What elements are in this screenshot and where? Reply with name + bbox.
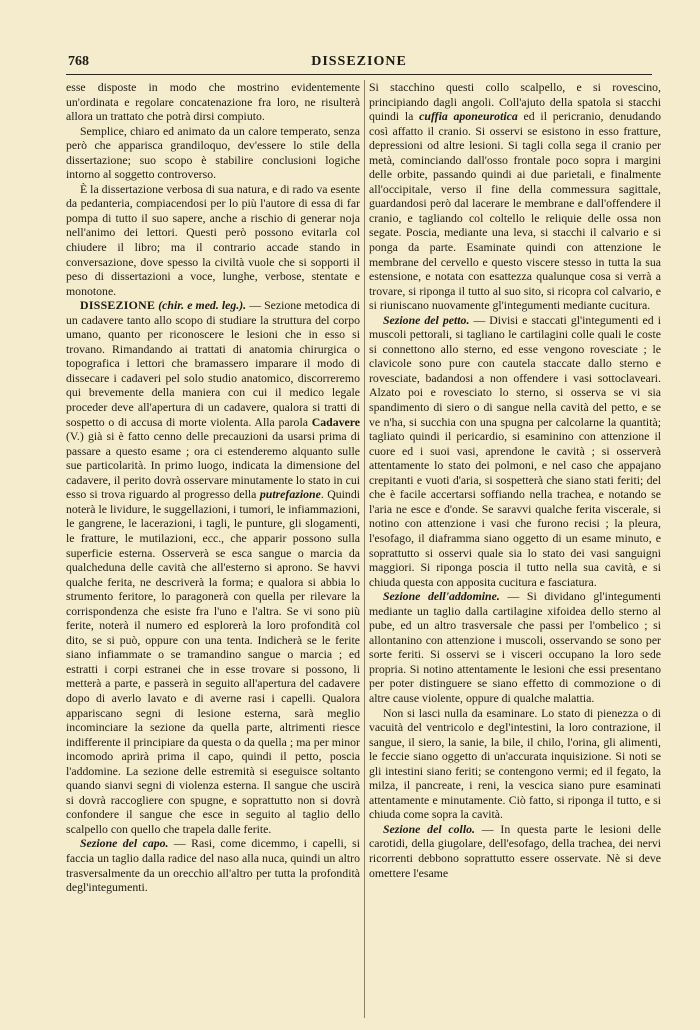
section-text: — Divisi e staccati gl'integumenti ed i muscoli pettorali, si tagliano le cartilagini colle quali le coste si connettono allo sterno, ed esse vengono rovesciate ; le clavicole sono pure con cautela staccate dallo sterno e rovesciate, badandosi a non offendere i vasi sottoclaveari. Alzato poi e rovesciato lo sterno, si osserva se vi sia spandimento di siero o di sangue nella cavità del petto, e se ve n'ha, si succhia con una spugna per calcolarne la quantità; tagliato quindi il pericardio, si esaminino con attenzione il cuore ed i suoi vasi, aprendone le cavità ; si osserverà attentamente lo stato dei polmoni, e nel caso che appajano crepitanti e vuoti d'aria, si sospetterà che siano stati feriti; del che è facile accertarsi soffiando nella trachea, e notando se l'aria ne esce e d'onde. Se saravvi qualche ferita viscerale, si notino con attenzione i vasi che furono recisi ; la pleura, l'esofago, il diaframma siano oggetto di un esame minuto, e soprattutto si osservi quale sia lo stato dei vasi sanguigni maggiori. Si riponga poscia il tutto nella sua cavità, e si chiuda questa con apposita cucitura e fasciatura. <box>369 312 661 589</box>
paragraph: Semplice, chiaro ed animato da un calore temperato, senza però che apparisca grandiloquo, dev'essere lo stile della dissertazione; suo scopo è stabilire conclusioni logiche intorno al soggetto controverso. <box>66 123 360 182</box>
paragraph-text: Si stacchino questi collo scalpello, e si rovescino, principiando dagli angoli. Coll'ajuto della spatola si stacchi quindi la <box>369 80 661 124</box>
entry-dissezione <box>66 298 360 836</box>
left-column <box>66 80 360 1018</box>
page-header <box>66 52 652 75</box>
entry-text: (V.) già si è fatto cenno delle precauzioni da usarsi prima di passare a questo esame ; ora ci estenderemo alquanto sulle sue particolarità. In primo luogo, indicata la dimensione del cadavere, il perito dovrà osservare minutamente lo stato in cui esso si trova riguardo al progresso della <box>66 429 360 502</box>
paragraph: È la dissertazione verbosa di sua natura, e di rado va esente da pedanteria, compiacendosi per lo più l'autore di essa di far pompa di tutto il suo sapere, anche a rischio di generar noja nell'animo dei lettori. Questi però possono evitarla col chiudere il libro; ma il contrario accade stando in conversazione, dove spesso la civiltà vuole che si sopporti il peso di dissertazioni a voce, lunghe, verbose, stentate e monotone. <box>66 181 360 298</box>
section-heading: Sezione del petto. <box>383 312 470 327</box>
paragraph-text: ed il pericranio, denudando così affatto il cranio. Si osservi se esistono in esso fratture, depressioni od altre lesioni. Si tagli colla sega il cranio per metà, cominciando dall'osso frontale poco sopra i margini delle orbite, passando quindi ai due parietali, e finalmente all'occipitale, verso il fine della commessura sagittale, guardandosi però dal lacerare le membrane e dall'offendere il cranio, e tagliando col coltello le reliquie delle ossa non segate. Poscia, mediante una leva, si stacchi il calvario e si ponga da parte. Esaminate quindi con attenzione le membrane del cervello e questo viscere stesso in tutta la sua estensione, e notata con esattezza qualunque cosa si verrà a trovare, si riponga il tutto al suo sito, si ricopra col calvario, e si riuniscano nuovamente gl'integumenti mediante cucitura. <box>369 109 661 313</box>
section-text: — Rasi, come dicemmo, i capelli, si faccia un taglio dalla radice del naso alla nuca, quindi un altro trasversalmente da un orecchio all'altro per tutta la profondità degl'integumenti. <box>66 836 360 895</box>
column-divider <box>364 80 365 1018</box>
section-text: — Si dividano gl'integumenti mediante un taglio dalla cartilagine xifoidea dello sterno al pube, ed un altro trasversale che passi per l'ombelico ; si allontanino con attenzione i muscoli, osservando se sono per sorte feriti. Si osservi se i visceri occupano la loro sede propria. Si notino attentamente le lesioni che essi presentano per poter distinguere se siano effetto di commozione o di altre cause violente, oppure di qualche malattia. <box>369 589 661 705</box>
paragraph <box>369 80 661 313</box>
section-heading: Sezione dell'addomine. <box>383 589 500 604</box>
paragraph: esse disposte in modo che mostrino evidentemente un'ordinata e regolare concatenazione fra loro, ne risulterà allora un trattato che potrà dirsi compiuto. <box>66 80 360 124</box>
entry-term: DISSEZIONE <box>80 298 156 313</box>
entry-text: . Quindi noterà le lividure, le suggellazioni, i tumori, le infiammazioni, le gangrene, le lacerazioni, i tagli, le punture, gli slogamenti, le fratture, le mutilazioni, ecc., che apparir possono sulla superficie esterna. Osserverà se esca sangue o marcia da qualcheduna delle cavità che all'esterno si aprono. Se havvi qualche ferita, ne descriverà la forma; e qualora si abbia lo strumento feritore, lo paragonerà con quella per rilevare la corrispondenza che esiste fra l'uno e l'altra. Se vi sono più ferite, noterà il numero ed esplorerà la loro profondità col dito, se si può, oppure con una tenta. Indicherà se le ferite siano infiammate o se tramandino sangue o marcia ; ed estratti i corpi estranei che in esse trovare si possono, li metterà a parte, e passerà in seguito all'apertura del cadavere dopo di averlo lavato e di averne rasi i capelli. Qualora appariscano segni di lesione esterna, sarà meglio incominciare la sezione da quella parte, altrimenti riesce indifferente il principiare da questa o da quella ; ma per minor incomodo aprirà prima il capo, quindi il petto, poscia l'addomine. La sezione delle estremità si eseguisce soltanto quando sianvi segni di violenza esterna. Il sangue che uscirà si dovrà raccogliere con spugne, e soprattutto non si dovrà confondere il sangue che esce in seguito al taglio dello scalpello con quello che trapela dalle ferite. <box>66 487 360 836</box>
section-collo <box>369 822 661 880</box>
right-column <box>369 80 661 1018</box>
paragraph: Non si lasci nulla da esaminare. Lo stato di pienezza o di vacuità del ventricolo e degl'intestini, la loro contrazione, il sangue, il siero, la sanie, la bile, il chilo, l'orina, gli alimenti, le feccie siano oggetto di un'accurata inquisizione. Si noti se gli intestini siano feriti; se contengono vermi; ed il fegato, la milza, il pancreate, i reni, la vescica siano pure esaminati attentamente e minutamente. Ciò fatto, si riponga il tutto, e si chiuda come sopra la cavità. <box>369 705 661 822</box>
page-number: 768 <box>68 54 89 69</box>
section-addomine <box>369 589 661 705</box>
emphasis: cuffia aponeurotica <box>419 109 518 124</box>
entry-text: — Sezione metodica di un cadavere tanto allo scopo di studiare la struttura del corpo umano, quanto per riconoscere le lesioni che in esso si trovano. Rimandando ai trattati di anatomia chirurgica o topografica i lettori che bramassero imparare il modo di dissecare i cadaveri pel solo studio anatomico, discorreremo qui brevemente della maniera con cui il medico legale proceder deve all'apertura di un cadavere, qualora si tratti di sospetto o di accusa di morte violenta. Alla parola <box>66 298 360 429</box>
emphasis: putrefazione <box>259 487 321 502</box>
running-head: DISSEZIONE <box>311 54 407 69</box>
section-petto <box>369 313 661 589</box>
section-text: — In questa parte le lesioni delle carotidi, della giugolare, dell'esofago, della trachea, dei nervi ricorrenti debbono soprattutto essere osservate. Nè si deve omettere l'esame <box>369 821 661 880</box>
section-heading: Sezione del collo. <box>383 821 475 836</box>
section-capo <box>66 836 360 894</box>
section-heading: Sezione del capo. <box>80 836 169 851</box>
entry-qualifier: (chir. e med. leg.). <box>158 298 247 313</box>
cross-reference: Cadavere <box>311 414 360 429</box>
